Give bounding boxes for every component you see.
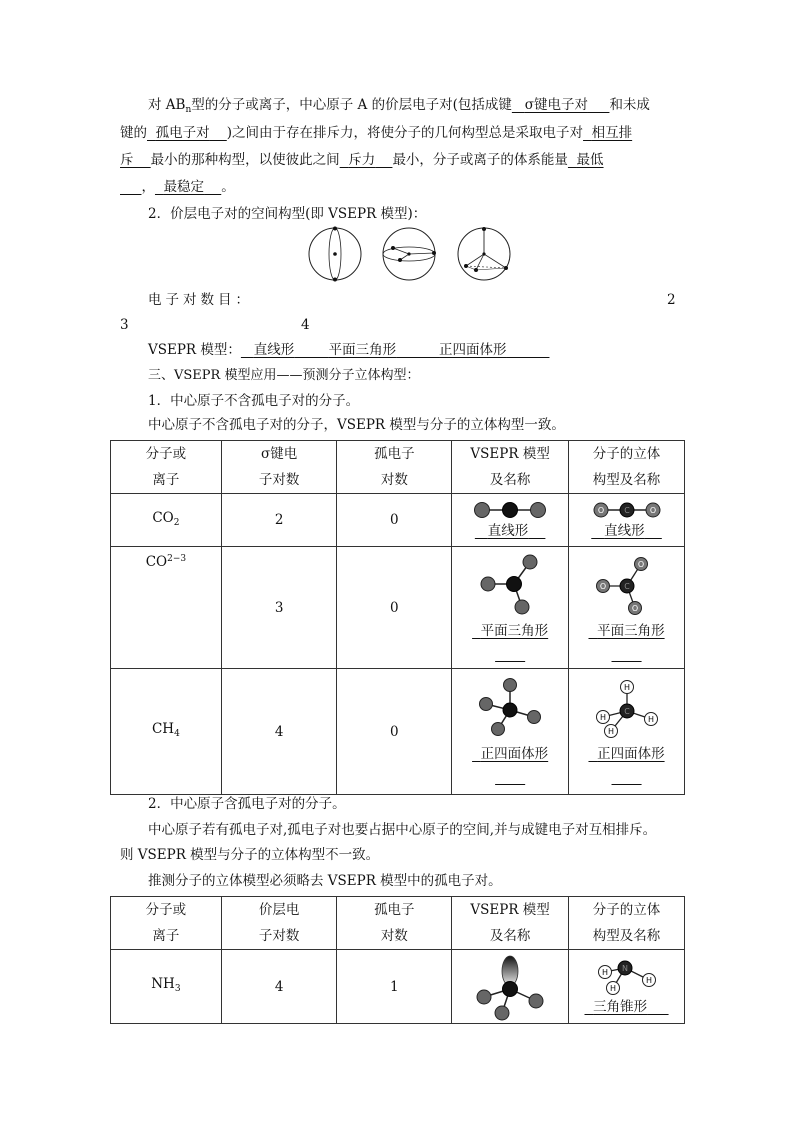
table-row: [111, 950, 685, 1024]
shape-cell: O O O C 平面三角形: [569, 547, 685, 669]
ch4-shape-icon: [587, 677, 667, 741]
table-no-lone-pairs: [110, 440, 685, 795]
section-4-desc2a: 中心原子若有孤电子对,孤电子对也要占据中心原子的空间,并与成键电子对互相排斥。: [148, 822, 657, 838]
header-cell: VSEPR 模型 及名称: [452, 897, 569, 950]
section-3-desc1: 中心原子不含孤电子对的分子，VSEPR 模型与分子的立体构型一致。: [148, 417, 565, 433]
vsepr-cell: 平面三角形: [452, 547, 569, 669]
tetrahedral-model-icon: [470, 677, 550, 741]
table-header-row: [111, 441, 685, 494]
svg-text:H: H: [647, 714, 654, 724]
section-4-desc3: 推测分子的立体模型必须略去 VSEPR 模型中的孤电子对。: [148, 873, 502, 889]
shape-cell: H H H H C 正四面体形: [569, 669, 685, 795]
section-3-sub1: 1．中心原子不含孤电子对的分子。: [148, 393, 360, 409]
section-3-title: 三、VSEPR 模型应用——预测分子立体构型：: [148, 368, 420, 383]
table-row: [111, 547, 685, 669]
header-cell: 分子或 离子: [111, 897, 222, 950]
electron-pair-count-label: 电子对数目：: [148, 292, 253, 308]
sigma-count-cell: 3: [221, 547, 337, 669]
svg-text:N: N: [621, 963, 628, 973]
header-cell: VSEPR 模型 及名称: [452, 441, 569, 494]
header-cell: 孤电子 对数: [337, 897, 452, 950]
nh3-shape-icon: [587, 956, 667, 996]
model-trigonal: 平面三角形: [328, 342, 397, 358]
svg-text:H: H: [645, 975, 652, 985]
blank-sigma-pairs: σ键电子对: [524, 97, 588, 113]
header-cell: 分子的立体 构型及名称: [569, 441, 685, 494]
vsepr-cell: 正四面体形: [452, 669, 569, 795]
trigonal-model-icon: [470, 552, 550, 618]
sigma-count-cell: 4: [221, 669, 337, 795]
count-4: 4: [301, 317, 310, 333]
molecule-cell: $CO_2$: [111, 494, 222, 547]
sigma-count-cell: 2: [221, 494, 337, 547]
svg-text:H: H: [607, 726, 614, 736]
svg-text:O: O: [631, 603, 638, 613]
svg-text:C: C: [623, 706, 630, 716]
intro-line-3: 斥 最小的那种构型，以使彼此之间 斥力 最小，分子或离子的体系能量 最低: [120, 152, 604, 168]
molecule-cell: $CO^{2-3}$: [111, 547, 222, 669]
svg-text:O: O: [597, 506, 604, 515]
svg-text:H: H: [609, 983, 616, 993]
header-cell: 价层电 子对数: [221, 897, 337, 950]
svg-text:C: C: [623, 506, 630, 515]
molecule-cell: $NH_3$: [111, 950, 222, 1024]
blank-repulsion: 斥力: [348, 152, 376, 168]
intro-line-4: ， 最稳定 。: [141, 179, 235, 195]
vsepr-cell: [452, 950, 569, 1024]
nh3-vsepr-icon: [470, 953, 550, 1021]
lone-count-cell: 0: [337, 494, 452, 547]
intro-line-1: 对 $AB_n$型的分子或离子，中心原子 A 的价层电子对(包括成键 σ键电子对 和未成: [148, 97, 650, 115]
table-row: [111, 494, 685, 547]
vsepr-model-row: VSEPR 模型： 直线形 平面三角形 正四面体形: [148, 342, 507, 358]
svg-text:C: C: [623, 581, 630, 591]
sphere-tetrahedral-icon: [458, 227, 510, 280]
co2-shape-icon: [587, 499, 667, 521]
blank-stable: 最稳定: [163, 179, 205, 195]
count-3: 3: [120, 317, 129, 333]
table-with-lone-pairs: [110, 896, 685, 1024]
header-cell: 分子或 离子: [111, 441, 222, 494]
model-linear: 直线形: [253, 342, 295, 358]
model-tetrahedral: 正四面体形: [439, 342, 507, 358]
shape-cell: O C O 直线形: [569, 494, 685, 547]
svg-text:O: O: [649, 506, 656, 515]
sphere-trigonal-icon: [383, 228, 436, 280]
table-row: [111, 669, 685, 795]
svg-text:O: O: [637, 559, 644, 569]
vsepr-sphere-figures: [306, 226, 516, 282]
blank-mutual: 相互排: [591, 125, 633, 141]
blank-lone-pairs: 孤电子对: [155, 125, 210, 141]
svg-text:H: H: [623, 682, 630, 692]
header-cell: 分子的立体 构型及名称: [569, 897, 685, 950]
header-cell: σ键电 子对数: [221, 441, 337, 494]
section-2-title: 2．价层电子对的空间构型(即 VSEPR 模型)：: [148, 206, 427, 222]
header-cell: 孤电子 对数: [337, 441, 452, 494]
sphere-linear-icon: [309, 227, 361, 282]
lone-count-cell: 0: [337, 547, 452, 669]
section-4-desc2b: 则 VSEPR 模型与分子的立体构型不一致。: [120, 847, 380, 863]
vsepr-cell: 直线形: [452, 494, 569, 547]
svg-text:H: H: [601, 967, 608, 977]
count-2: 2: [667, 292, 676, 308]
svg-text:O: O: [599, 581, 606, 591]
blank-lowest: 最低: [576, 152, 604, 168]
co3-shape-icon: [587, 552, 667, 618]
linear-model-icon: [470, 499, 550, 521]
section-4-sub2: 2．中心原子含孤电子对的分子。: [148, 796, 346, 812]
table-header-row: [111, 897, 685, 950]
pair-count-cell: 4: [221, 950, 337, 1024]
intro-line-2: 键的 孤电子对 )之间由于存在排斥力，将使分子的几何构型总是采取电子对 相互排: [120, 125, 633, 141]
svg-text:H: H: [599, 712, 606, 722]
molecule-cell: $CH_4$: [111, 669, 222, 795]
lone-count-cell: 1: [337, 950, 452, 1024]
lone-count-cell: 0: [337, 669, 452, 795]
shape-cell: H H H N 三角锥形: [569, 950, 685, 1024]
